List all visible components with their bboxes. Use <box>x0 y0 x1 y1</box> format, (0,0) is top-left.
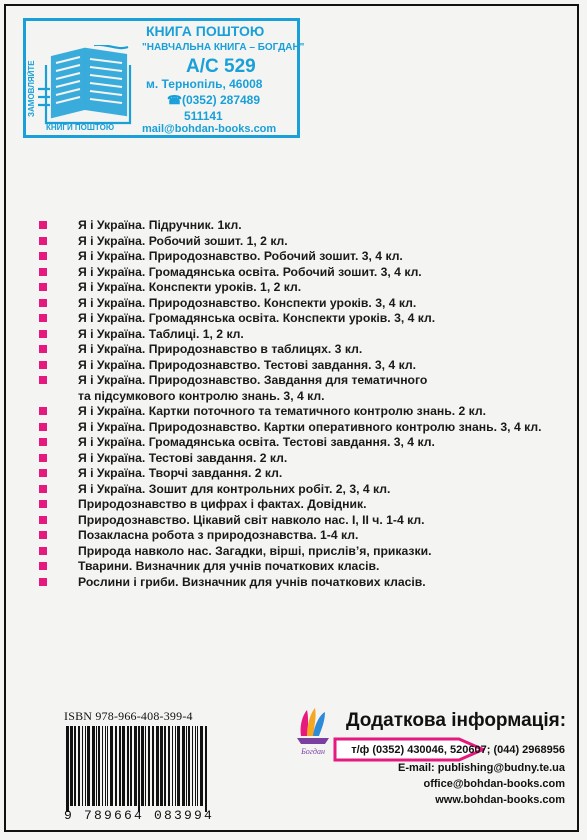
list-item <box>39 218 541 234</box>
info-email2: office@bohdan-books.com <box>423 778 565 790</box>
pink-bullet-icon <box>39 237 47 245</box>
list-item <box>39 497 541 513</box>
list-item <box>39 451 541 467</box>
barcode-bar <box>115 726 117 806</box>
stamp-phone2: 511141 <box>184 109 223 123</box>
pink-bullet-icon <box>39 252 47 260</box>
barcode-bar <box>188 726 190 806</box>
barcode-bar <box>177 726 180 806</box>
barcode-bar <box>66 726 69 812</box>
barcode-bar <box>197 726 198 806</box>
list-item <box>39 296 541 312</box>
list-item <box>39 559 541 575</box>
book-title: Природознавство. Цікавий світ навколо нас. І, ІІ ч. 1-4 кл. <box>78 512 425 527</box>
book-title: Я і Україна. Природознавство. Тестові завдання. 3, 4 кл. <box>78 357 416 372</box>
pink-bullet-icon <box>39 516 47 524</box>
book-title: Я і Україна. Природознавство. Конспекти уроків. 3, 4 кл. <box>78 295 417 310</box>
stamp-box: А/С 529 <box>186 56 256 77</box>
list-item <box>39 373 541 404</box>
barcode-bar <box>172 726 173 806</box>
stamp-logo-caption: КНИГИ ПОШТОЮ <box>46 123 115 132</box>
book-title: Природознавство в цифрах і фактах. Довідник. <box>78 497 367 511</box>
barcode-bar <box>186 726 187 806</box>
barcode-bar <box>200 726 203 806</box>
book-title: Я і Україна. Робочий зошит. 1, 2 кл. <box>78 233 288 248</box>
pink-bullet-icon <box>39 562 47 570</box>
barcode-bar <box>70 726 73 806</box>
barcode-bar <box>85 726 86 806</box>
book-list <box>39 218 541 590</box>
book-title: Я і Україна. Конспекти уроків. 1, 2 кл. <box>78 280 302 294</box>
stamp-title: КНИГА ПОШТОЮ <box>146 23 265 39</box>
barcode-bar <box>168 726 170 806</box>
barcode-bar <box>160 726 163 806</box>
book-title: Природа навколо нас. Загадки, вірші, прислів’я, приказки. <box>78 543 432 558</box>
barcode-bar <box>98 726 100 806</box>
barcode-bar <box>96 726 97 806</box>
list-item <box>39 482 541 498</box>
info-web: www.bohdan-books.com <box>435 794 565 806</box>
barcode-bar <box>119 726 121 806</box>
barcode-bar <box>130 726 132 806</box>
book-title: Я і Україна. Громадянська освіта. Робочий зошит. 3, 4 кл. <box>78 264 422 279</box>
barcode-bar <box>107 726 108 806</box>
list-item <box>39 234 541 250</box>
back-cover <box>4 4 579 832</box>
book-title: Я і Україна. Зошит для контрольних робіт. 2, 3, 4 кл. <box>78 481 391 496</box>
list-item <box>39 435 541 451</box>
barcode-bar <box>105 726 106 806</box>
barcode <box>64 726 210 812</box>
pink-bullet-icon <box>39 500 47 508</box>
book-title: Позакласна робота з природознавства. 1-4 кл. <box>78 528 359 542</box>
pink-bullet-icon <box>39 485 47 493</box>
list-item <box>39 544 541 560</box>
publisher-logo-text: Богдан <box>301 747 325 756</box>
list-item <box>39 358 541 374</box>
barcode-bar <box>87 726 90 806</box>
barcode-bar <box>74 726 76 806</box>
pink-bullet-icon <box>39 407 47 415</box>
info-title: Додаткова інформація: <box>346 710 567 731</box>
open-book-icon <box>34 45 142 131</box>
barcode-bar <box>127 726 129 806</box>
barcode-bar <box>195 726 196 806</box>
barcode-bar <box>145 726 146 806</box>
book-title: Я і Україна. Природознавство. Завдання для тематичного <box>78 373 428 387</box>
book-title: Я і Україна. Громадянська освіта. Тестові завдання. 3, 4 кл. <box>78 435 435 449</box>
book-title: Я і Україна. Підручник. 1кл. <box>78 218 242 232</box>
pink-bullet-icon <box>39 345 47 353</box>
pink-bullet-icon <box>39 376 47 384</box>
book-title: Я і Україна. Природознавство. Робочий зошит. 3, 4 кл. <box>78 249 403 263</box>
list-item <box>39 311 541 327</box>
book-title-continued: та підсумкового контролю знань. 3, 4 кл. <box>78 388 325 403</box>
barcode-bar <box>82 726 83 806</box>
isbn: ISBN 978-966-408-399-4 <box>64 709 193 723</box>
list-item <box>39 342 541 358</box>
publisher-logo <box>293 706 333 758</box>
barcode-digits: 9 789664 083994 <box>64 808 215 823</box>
barcode-bar <box>148 726 150 806</box>
stamp-city: м. Тернопіль, 46008 <box>146 77 263 91</box>
book-title: Я і Україна. Природознавство в таблицях. 3 кл. <box>78 342 363 356</box>
list-item <box>39 513 541 529</box>
barcode-bar <box>134 726 137 806</box>
info-email: E-mail: publishing@budny.te.ua <box>398 762 565 774</box>
pink-bullet-icon <box>39 578 47 586</box>
list-item <box>39 404 541 420</box>
book-title: Я і Україна. Тестові завдання. 2 кл. <box>78 450 288 465</box>
barcode-bar <box>138 726 140 812</box>
barcode-bar <box>92 726 95 806</box>
stamp-email: mail@bohdan-books.com <box>142 123 277 135</box>
barcode-bar <box>152 726 154 806</box>
barcode-bar <box>156 726 159 806</box>
book-title: Рослини і гриби. Визначник для учнів початкових класів. <box>78 574 426 589</box>
pink-bullet-icon <box>39 361 47 369</box>
info-phone: т/ф (0352) 430046, 520607; (044) 2968956 <box>351 744 565 756</box>
pink-bullet-icon <box>39 268 47 276</box>
stamp-side-text: ЗАМОВЛЯЙТЕ <box>27 60 36 117</box>
barcode-bar <box>192 726 193 806</box>
book-title: Я і Україна. Творчі завдання. 2 кл. <box>78 466 283 480</box>
barcode-bar <box>141 726 144 806</box>
list-item <box>39 265 541 281</box>
barcode-bar <box>110 726 113 806</box>
pink-bullet-icon <box>39 330 47 338</box>
book-title: Я і Україна. Таблиці. 1, 2 кл. <box>78 326 244 341</box>
list-item <box>39 280 541 296</box>
pink-bullet-icon <box>39 531 47 539</box>
barcode-bar <box>122 726 125 806</box>
pink-bullet-icon <box>39 438 47 446</box>
list-item <box>39 466 541 482</box>
list-item <box>39 420 541 436</box>
list-item <box>39 528 541 544</box>
pink-bullet-icon <box>39 423 47 431</box>
barcode-bar <box>182 726 185 806</box>
pink-bullet-icon <box>39 547 47 555</box>
barcode-bar <box>164 726 166 806</box>
list-item <box>39 249 541 265</box>
book-title: Я і Україна. Природознавство. Картки оперативного контролю знань. 3, 4 кл. <box>78 419 542 434</box>
pink-bullet-icon <box>39 221 47 229</box>
stamp-phone: ☎(0352) 287489 <box>167 93 261 107</box>
barcode-bar <box>78 726 80 806</box>
list-item <box>39 327 541 343</box>
pink-bullet-icon <box>39 469 47 477</box>
pink-bullet-icon <box>39 454 47 462</box>
stamp-publisher: "НАВЧАЛЬНА КНИГА – БОГДАН" <box>142 42 305 53</box>
book-title: Я і Україна. Картки поточного та тематичного контролю знань. 2 кл. <box>78 404 487 418</box>
barcode-bar <box>175 726 176 806</box>
book-title: Я і Україна. Громадянська освіта. Конспекти уроків. 3, 4 кл. <box>78 311 436 325</box>
barcode-bar <box>205 726 207 812</box>
list-item <box>39 575 541 591</box>
pink-bullet-icon <box>39 314 47 322</box>
pink-bullet-icon <box>39 283 47 291</box>
pink-bullet-icon <box>39 299 47 307</box>
barcode-bar <box>102 726 103 806</box>
mail-order-stamp <box>23 18 305 138</box>
book-title: Тварини. Визначник для учнів початкових класів. <box>78 559 380 573</box>
